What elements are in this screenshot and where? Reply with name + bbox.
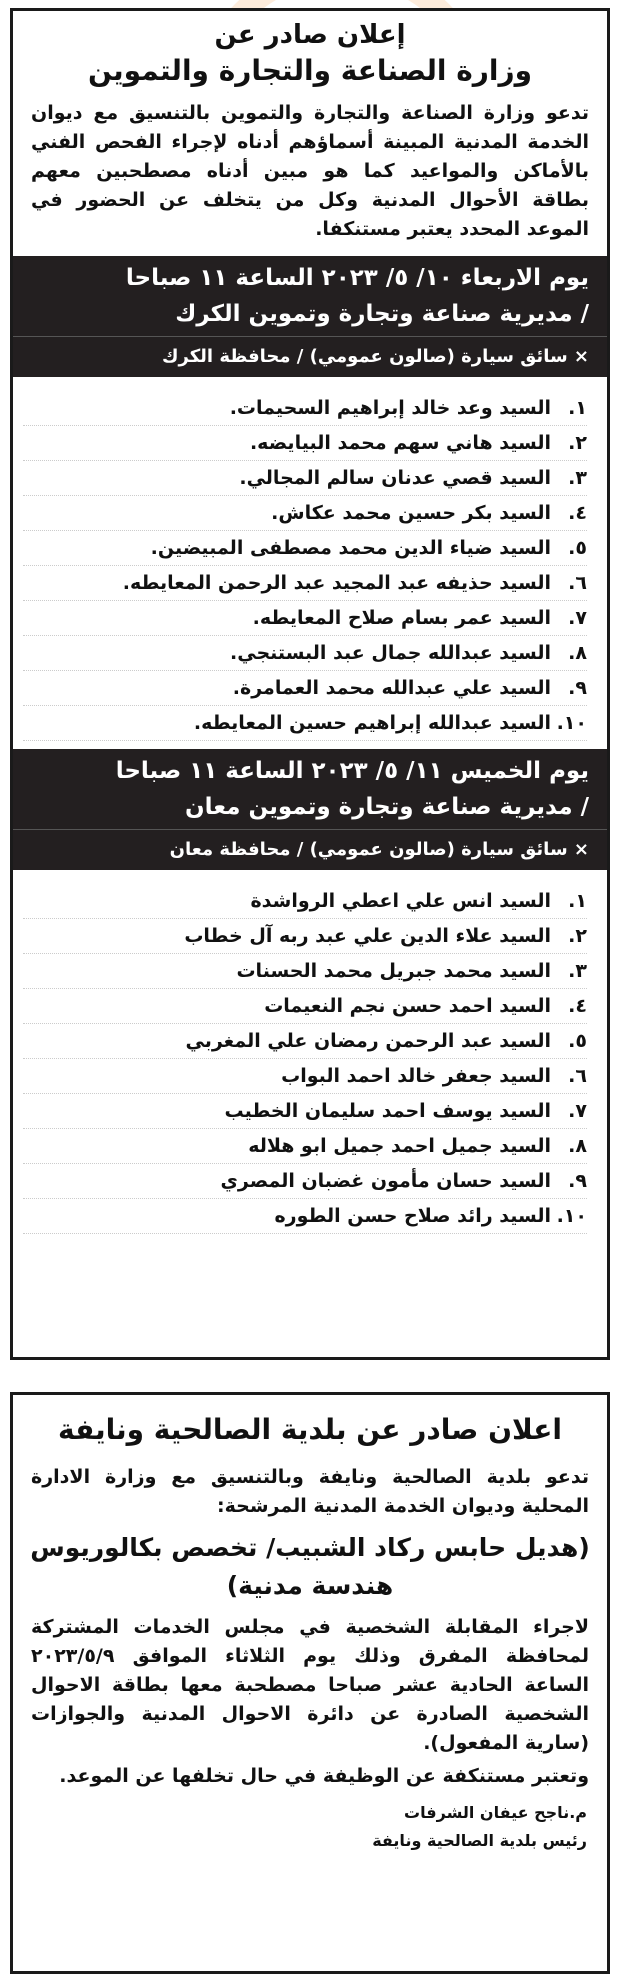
- list-item: ٩.السيد حسان مأمون غضبان المصري: [23, 1164, 587, 1199]
- ad2-body: لاجراء المقابلة الشخصية في مجلس الخدمات المشتركة لمحافظة المفرق وذلك يوم الثلاثاء الموافق ٢٠٢٣/٥/٩ الساعة الحادية عشر صباحا مصطحبة معها بطاقة الاحوال الشخصية الصادرة عن دائرة الاحوال المدنية والجوازات (سارية المفعول).: [31, 1616, 589, 1754]
- list-item: ٩.السيد علي عبدالله محمد العمامرة.: [23, 671, 587, 706]
- list-item: ١٠.السيد رائد صلاح حسن الطوره: [23, 1199, 587, 1234]
- session2-job: × سائق سيارة (صالون عمومي) / محافظة معان: [13, 829, 607, 870]
- list-item: ١٠.السيد عبدالله إبراهيم حسين المعايطه.: [23, 706, 587, 741]
- list-item: ٥.السيد عبد الرحمن رمضان علي المغربي: [23, 1024, 587, 1059]
- ad1-intro: تدعو وزارة الصناعة والتجارة والتموين بالتنسيق مع ديوان الخدمة المدنية المبينة أسماؤهم أدناه لإجراء الفحص الفني بالأماكن والمواعيد كما هو مبين أدناه مصطحبين معهم بطاقة الأحوال المدنية وكل من يتخلف عن الحضور في الموعد المحدد يعتبر مستنكفا.: [31, 102, 589, 240]
- session1-header: [13, 256, 607, 336]
- signer-title: رئيس بلدية الصالحية ونايفة: [372, 1831, 587, 1850]
- session2-names-list: [13, 870, 607, 1242]
- session1-names-list: [13, 377, 607, 749]
- list-item: ٣.السيد محمد جبريل محمد الحسنات: [23, 954, 587, 989]
- municipality-announcement: [10, 1392, 610, 1974]
- session1-job: × سائق سيارة (صالون عمومي) / محافظة الكرك: [13, 336, 607, 377]
- list-item: ٧.السيد عمر بسام صلاح المعايطه.: [23, 601, 587, 636]
- ad2-intro: تدعو بلدية الصالحية ونايفة وبالتنسيق مع وزارة الادارة المحلية وديوان الخدمة المدنية المرشحة:: [31, 1466, 589, 1517]
- list-item: ٤.السيد احمد حسن نجم النعيمات: [23, 989, 587, 1024]
- ad1-title-line1: إعلان صادر عن: [214, 20, 406, 50]
- session1-place: / مديرية صناعة وتجارة وتموين الكرك: [175, 301, 589, 327]
- candidate-name: (هديل حابس ركاد الشبيب/ تخصص بكالوريوس هندسة مدنية): [30, 1533, 590, 1600]
- session1-date: يوم الاربعاء ١٠/ ٥/ ٢٠٢٣ الساعة ١١ صباحا: [125, 265, 589, 291]
- list-item: ١.السيد انس علي اعطي الرواشدة: [23, 884, 587, 919]
- list-item: ٢.السيد علاء الدين علي عبد ربه آل خطاب: [23, 919, 587, 954]
- session2-place: / مديرية صناعة وتجارة وتموين معان: [185, 794, 589, 820]
- list-item: ٣.السيد قصي عدنان سالم المجالي.: [23, 461, 587, 496]
- list-item: ٧.السيد يوسف احمد سليمان الخطيب: [23, 1094, 587, 1129]
- ministry-announcement: [10, 8, 610, 1360]
- ad2-warning: وتعتبر مستنكفة عن الوظيفة في حال تخلفها عن الموعد.: [59, 1765, 589, 1787]
- list-item: ٦.السيد جعفر خالد احمد البواب: [23, 1059, 587, 1094]
- list-item: ٨.السيد جميل احمد جميل ابو هلاله: [23, 1129, 587, 1164]
- list-item: ٨.السيد عبدالله جمال عبد البستنجي.: [23, 636, 587, 671]
- list-item: ٤.السيد بكر حسين محمد عكاش.: [23, 496, 587, 531]
- ad1-title-line2: وزارة الصناعة والتجارة والتموين: [87, 54, 533, 87]
- list-item: ٥.السيد ضياء الدين محمد مصطفى المبيضين.: [23, 531, 587, 566]
- signer-name: م.ناجح عيفان الشرفات: [404, 1803, 587, 1822]
- ad2-title: اعلان صادر عن بلدية الصالحية ونايفة: [57, 1413, 562, 1446]
- session2-date: يوم الخميس ١١/ ٥/ ٢٠٢٣ الساعة ١١ صباحا: [115, 758, 589, 784]
- session2-header: [13, 749, 607, 829]
- list-item: ٢.السيد هاني سهم محمد البيايضه.: [23, 426, 587, 461]
- list-item: ١.السيد وعد خالد إبراهيم السحيمات.: [23, 391, 587, 426]
- list-item: ٦.السيد حذيفه عبد المجيد عبد الرحمن المعايطه.: [23, 566, 587, 601]
